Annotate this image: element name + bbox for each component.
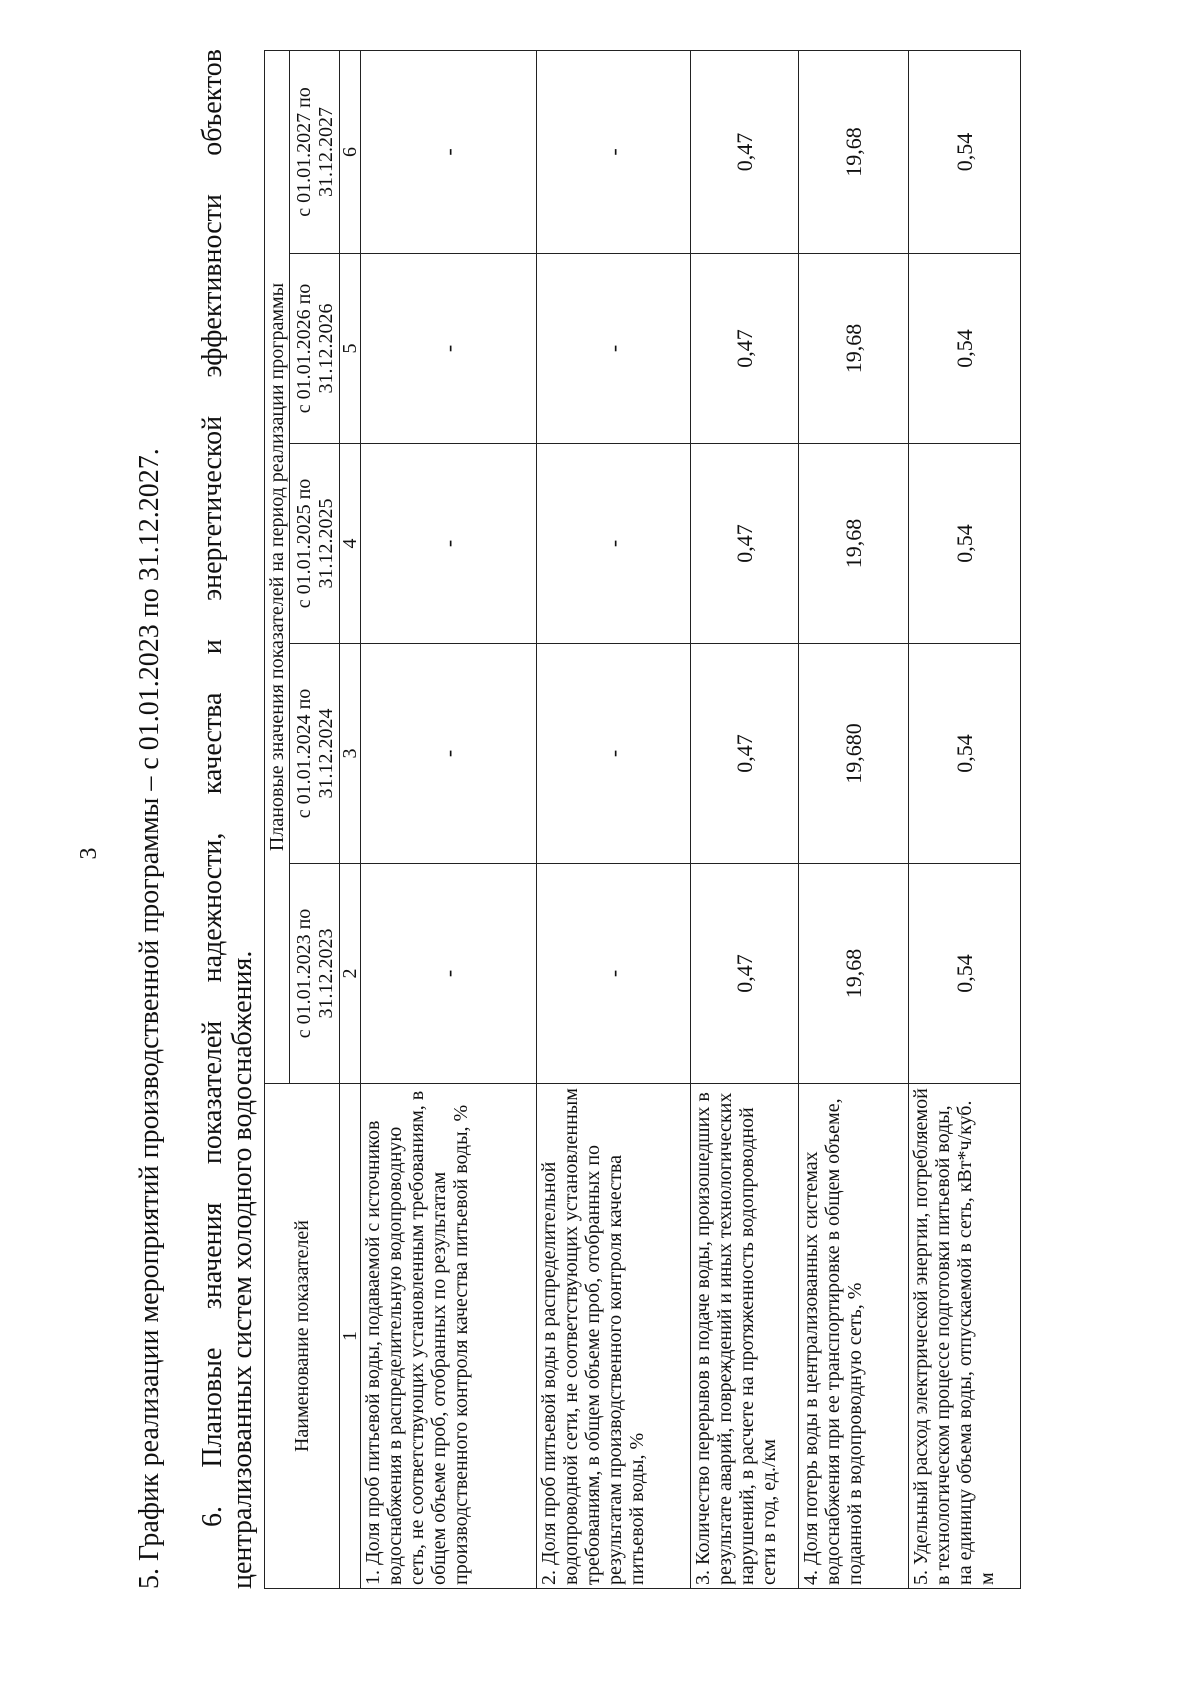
indicator-value: 0,47 <box>691 644 799 864</box>
indicator-value: - <box>537 864 691 1084</box>
period-header: с 01.01.2024 по 31.12.2024 <box>290 644 340 864</box>
indicator-value: 0,54 <box>909 254 1021 444</box>
indicator-value: 0,54 <box>909 644 1021 864</box>
table-row <box>361 51 537 1589</box>
indicator-value: - <box>361 644 537 864</box>
indicator-name: 1. Доля проб питьевой воды, подаваемой с источников водоснабжения в распределительную водопроводную сеть, не соответствующих установленным требованиям, в общем объеме проб, отобранных по результатам производственного контроля качества питьевой воды, % <box>361 1084 537 1589</box>
page-number: 3 <box>76 847 102 860</box>
column-number: 3 <box>340 644 361 864</box>
indicator-value: 0,47 <box>691 864 799 1084</box>
column-number: 2 <box>340 864 361 1084</box>
indicator-value: - <box>537 644 691 864</box>
indicator-value: - <box>537 444 691 644</box>
table-row <box>909 51 1021 1589</box>
section-6-heading <box>198 49 258 1589</box>
table-row <box>537 51 691 1589</box>
column-number: 4 <box>340 444 361 644</box>
indicator-name: 3. Количество перерывов в подаче воды, произошедших в результате аварий, повреждений и иных технологических нарушений, в расчете на протяженность водопроводной сети в год, ед./км <box>691 1084 799 1589</box>
column-number: 5 <box>340 254 361 444</box>
indicator-value: 19,68 <box>799 254 909 444</box>
indicator-name: 5. Удельный расход электрической энергии, потребляемой в технологическом процессе подготовки питьевой воды, на единицу объема воды, отпускаемой в сеть, кВт*ч/куб. м <box>909 1084 1021 1589</box>
table-row <box>691 51 799 1589</box>
indicator-value: 0,47 <box>691 444 799 644</box>
indicator-value: 19,68 <box>799 864 909 1084</box>
table-header-row <box>265 51 290 1589</box>
column-number: 6 <box>340 51 361 254</box>
indicator-name: 4. Доля потерь воды в централизованных системах водоснабжения при ее транспортировке в общем объеме, поданной в водопроводную сеть, % <box>799 1084 909 1589</box>
indicator-value: 0,47 <box>691 51 799 254</box>
indicator-value: 19,680 <box>799 644 909 864</box>
indicator-value: - <box>361 444 537 644</box>
planned-values-header: Плановые значения показателей на период реализации программы <box>265 51 290 1084</box>
period-header: с 01.01.2027 по 31.12.2027 <box>290 51 340 254</box>
indicator-value: 19,68 <box>799 444 909 644</box>
indicator-value: - <box>537 51 691 254</box>
indicator-value: 0,54 <box>909 444 1021 644</box>
period-header: с 01.01.2026 по 31.12.2026 <box>290 254 340 444</box>
indicator-value: - <box>361 864 537 1084</box>
indicator-value: 19,68 <box>799 51 909 254</box>
column-number-row <box>340 51 361 1589</box>
indicator-value: 0,47 <box>691 254 799 444</box>
indicator-value: - <box>361 51 537 254</box>
section-6-line-2: централизованных систем холодного водоснабжения. <box>227 950 258 1589</box>
table-row <box>799 51 909 1589</box>
indicator-value: 0,54 <box>909 864 1021 1084</box>
indicator-value: - <box>361 254 537 444</box>
section-6-line-1: 6. Плановые значения показателей надежности, качества и энергетической эффективности объектов <box>197 49 228 1527</box>
period-header: с 01.01.2023 по 31.12.2023 <box>290 864 340 1084</box>
column-number: 1 <box>340 1084 361 1589</box>
name-column-header: Наименование показателей <box>265 1084 340 1589</box>
indicator-value: - <box>537 254 691 444</box>
indicator-name: 2. Доля проб питьевой воды в распределительной водопроводной сети, не соответствующих установленным требованиям, в общем объеме проб, отобранных по результатам производственного контроля качества питьевой воды, % <box>537 1084 691 1589</box>
section-5-heading: 5. График реализации мероприятий производственной программы – с 01.01.2023 по 31.12.2027. <box>134 448 165 1589</box>
indicator-value: 0,54 <box>909 51 1021 254</box>
period-header: с 01.01.2025 по 31.12.2025 <box>290 444 340 644</box>
indicators-table <box>264 50 1021 1589</box>
